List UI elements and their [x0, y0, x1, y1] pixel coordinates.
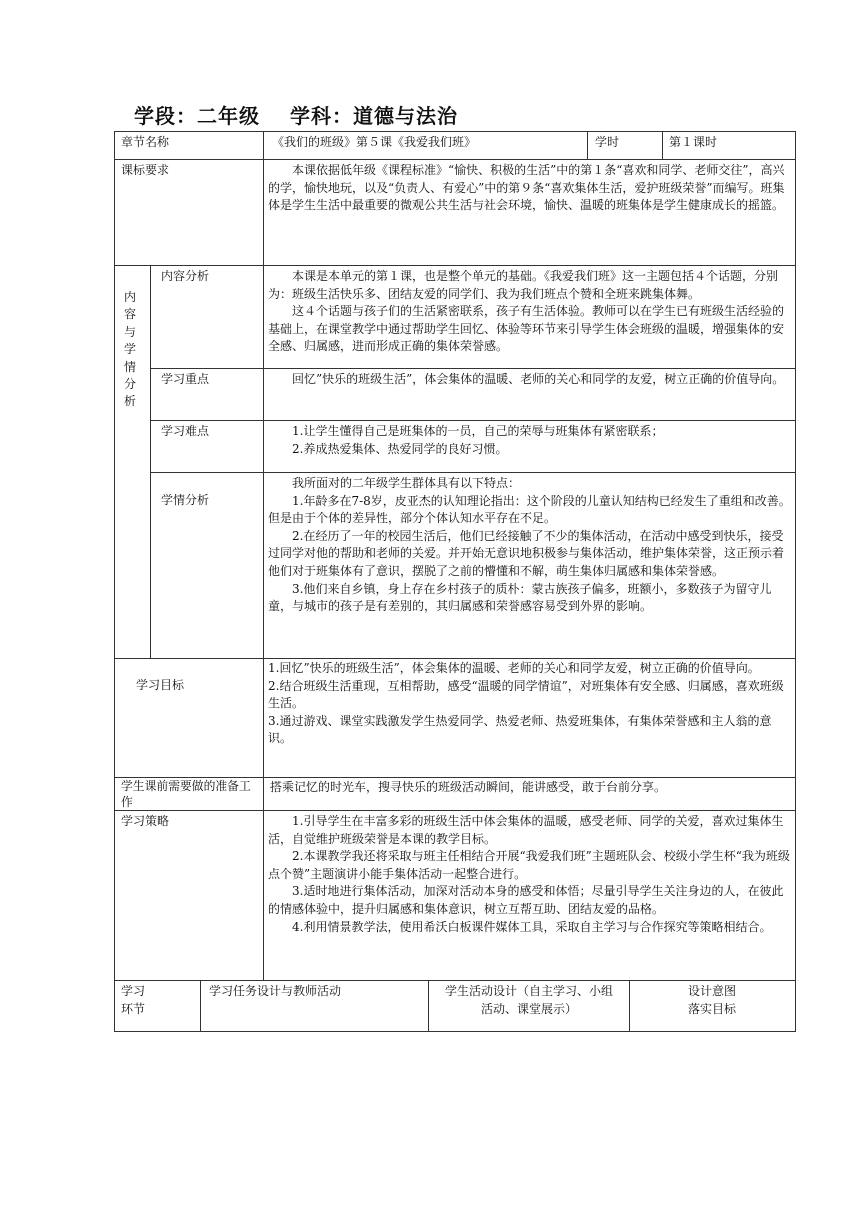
table-border-bottom	[114, 1031, 796, 1032]
header-student-line: 学生活动设计（自主学习、小组	[444, 984, 613, 998]
content-analysis-text	[268, 268, 792, 356]
row-divider	[150, 368, 796, 369]
content-analysis-side-label	[123, 289, 137, 411]
header-step-line: 环节	[121, 1001, 146, 1016]
learner-analysis-text	[268, 475, 792, 616]
row-divider	[114, 658, 796, 659]
content-analysis-label: 内容分析	[161, 269, 210, 283]
table-border-left	[114, 131, 115, 1032]
key-points-paragraph: 回忆”快乐的班级生活”，体会集体的温暖、老师的关心和同学的友爱，树立正确的价值导向。	[292, 372, 785, 386]
column-divider	[662, 131, 663, 160]
chapter-label: 章节名称	[121, 135, 170, 149]
row-divider	[114, 159, 796, 160]
header-intent-line: 设计意图	[687, 984, 736, 998]
subject-label: 学科：道德与法治	[290, 104, 458, 128]
row-divider	[114, 265, 796, 266]
side-label-char: 学	[123, 342, 136, 357]
column-divider	[150, 265, 151, 659]
strategy-item: 4.利用情景教学法，使用希沃白板课件媒体工具，采取自主学习与合作探究等策略相结合。	[292, 919, 772, 934]
learner-paragraph: 3.他们来自乡镇，身上存在乡村孩子的质朴：蒙古族孩子偏多，班额小，多数孩子为留守儿童，与城市的孩子是有差别的，其归属感和荣誉感容易受到外界的影响。	[268, 581, 772, 614]
objective-item: 3.通过游戏、课堂实践激发学生热爱同学、热爱老师、热爱班集体，有集体荣誉感和主人翁的意识。	[268, 713, 772, 746]
column-divider	[200, 980, 201, 1032]
learner-paragraph: 我所面对的二年级学生群体具有以下特点：	[292, 476, 521, 490]
objective-item: 2.结合班级生活重现，互相帮助，感受“温暖的同学情谊”，对班集体有安全感、归属感，喜欢班级生活。	[268, 678, 784, 711]
side-label-char: 分	[123, 377, 136, 392]
column-divider	[263, 131, 264, 981]
strategy-item: 1.引导学生在丰富多彩的班级生活中体会集体的温暖，感受老师、同学的关爱，喜欢过集体生活，自觉维护班级荣誉是本课的教学目标。	[268, 814, 784, 846]
difficulty-item: 1.让学生懂得自己是班集体的一员，自己的荣辱与班集体有紧密联系；	[292, 424, 664, 438]
strategy-item: 2.本课教学我还将采取与班主任相结合开展“我爱我们班”主题班队会、校级小学生杯“我为班级点个赞”主题演讲小能手集体活动一起整合进行。	[268, 849, 790, 881]
objectives-label: 学习目标	[136, 678, 185, 692]
strategy-item: 3.适时地进行集体活动，加深对活动本身的感受和体悟；尽量引导学生关注身边的人，在彼此的情感体验中，提升归属感和集体意识，树立互帮互助、团结友爱的品格。	[268, 884, 784, 916]
difficulties-label: 学习难点	[161, 424, 210, 438]
strategy-text	[268, 813, 792, 936]
header-teacher-col: 学习任务设计与教师活动	[209, 984, 342, 998]
row-divider	[150, 472, 796, 473]
standard-text	[268, 162, 792, 215]
objective-item: 1.回忆”快乐的班级生活”，体会集体的温暖、老师的关心和同学友爱，树立正确的价值导向。	[268, 661, 760, 675]
difficulty-item: 2.养成热爱集体、热爱同学的良好习惯。	[292, 441, 508, 456]
column-divider	[428, 980, 429, 1032]
row-divider	[114, 810, 796, 811]
chapter-value: 《我们的班级》第５课《我爱我们班》	[272, 135, 477, 149]
side-label-char: 容	[123, 307, 136, 322]
standard-paragraph: 本课依据低年级《课程标准》“愉快、积极的生活”中的第１条“喜欢和同学、老师交往”，高兴的学，愉快地玩，以及“负责人、有爱心”中的第９条“喜欢集体生活，爱护班级荣誉”而编写。班集体是学生生活中最重要的微观公共生活与社会环境，愉快、温暖的班集体是学生健康成长的摇篮。	[268, 163, 785, 213]
stage-label: 学段：二年级	[134, 104, 260, 128]
column-divider	[587, 131, 588, 160]
key-points-text	[268, 371, 792, 389]
hours-value: 第１课时	[669, 135, 718, 149]
content-paragraph: 这４个话题与孩子们的生活紧密联系，孩子有生活体验。教师可以在学生已有班级生活经验的基础上，在课堂教学中通过帮助学生回忆、体验等环节来引导学生体会班级的温暖，增强集体的安全感、归属感，进而形成正确的集体荣誉感。	[268, 304, 785, 354]
preparation-text: 搭乘记忆的时光车，搜寻快乐的班级活动瞬间，能讲感受，敢于台前分享。	[270, 780, 667, 794]
side-label-char: 情	[123, 359, 136, 374]
side-label-char: 与	[123, 324, 136, 339]
side-label-char: 析	[123, 394, 136, 409]
header-step-line: 学习	[121, 984, 146, 998]
strategy-label: 学习策略	[121, 814, 170, 828]
row-divider	[114, 980, 796, 981]
header-step-col	[121, 983, 145, 1018]
row-divider	[150, 420, 796, 421]
hours-label: 学时	[595, 135, 620, 149]
key-points-label: 学习重点	[161, 372, 210, 386]
header-student-col	[432, 983, 626, 1018]
preparation-label: 学生课前需要做的准备工作	[121, 779, 251, 809]
side-label-char: 内	[123, 290, 136, 304]
difficulties-text	[268, 423, 792, 458]
table-border-right	[795, 131, 796, 1032]
table-border-top	[114, 131, 796, 132]
learner-paragraph: 2.在经历了一年的校园生活后，他们已经接触了不少的集体活动，在活动中感受到快乐，接受过同学对他的帮助和老师的关爱。并开始无意识地积极参与集体活动，维护集体荣誉，这正预示着他们对于班集体有了意识，摆脱了之前的懵懂和不解，萌生集体归属感和集体荣誉感。	[268, 528, 785, 578]
header-student-line: 活动、课堂展示）	[480, 1001, 577, 1016]
learner-paragraph: 1.年龄多在7-8岁，皮亚杰的认知理论指出：这个阶段的儿童认知结构已经发生了重组和改善。但是由于个体的差异性，部分个体认知水平存在不足。	[268, 493, 791, 526]
learner-analysis-label: 学情分析	[161, 493, 210, 507]
header-intent-line: 落实目标	[687, 1001, 736, 1016]
objectives-text	[268, 660, 792, 748]
column-divider	[629, 980, 630, 1032]
header-intent-col	[632, 983, 792, 1018]
content-paragraph: 本课是本单元的第１课，也是整个单元的基础。《我爱我们班》这一主题包括４个话题，分别为：班级生活快乐多、团结友爱的同学们、我为我们班点个赞和全班来跳集体舞。	[268, 269, 779, 301]
standard-label: 课标要求	[121, 163, 170, 177]
